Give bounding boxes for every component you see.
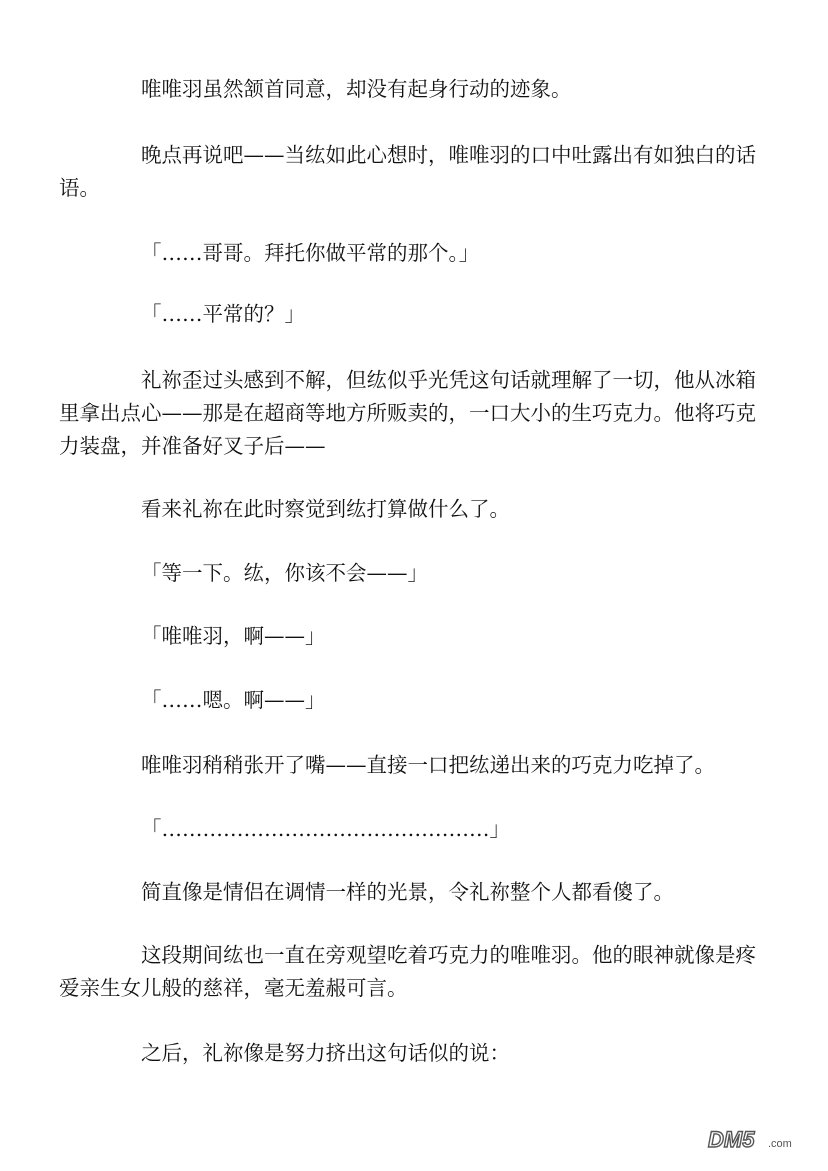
paragraph-2: 晚点再说吧——当纮如此心想时，唯唯羽的口中吐露出有如独白的话语。	[59, 143, 756, 200]
watermark-text: DM5	[708, 1127, 755, 1152]
paragraph-5: 唯唯羽稍稍张开了嘴——直接一口把纮递出来的巧克力吃掉了。	[141, 753, 715, 777]
dialogue-1: 「……哥哥。拜托你做平常的那个。」	[141, 241, 480, 265]
dialogue-2: 「……平常的？」	[141, 302, 305, 326]
paragraph-8: 之后，礼祢像是努力挤出这句话似的说：	[141, 1041, 510, 1065]
paragraph-3: 礼祢歪过头感到不解，但纮似乎光凭这句话就理解了一切，他从冰箱里拿出点心——那是在超商等地方所贩卖的，一口大小的生巧克力。他将巧克力装盘，并准备好叉子后——	[59, 368, 756, 458]
watermark-suffix: .com	[768, 1138, 792, 1150]
dialogue-3: 「等一下。纮，你该不会——」	[141, 561, 428, 585]
dm5-logo-icon	[706, 1125, 806, 1153]
dialogue-4: 「唯唯羽，啊——」	[141, 624, 326, 648]
dialogue-5: 「……嗯。啊——」	[141, 688, 326, 712]
paragraph-6: 简直像是情侣在调情一样的光景，令礼祢整个人都看傻了。	[141, 880, 674, 904]
watermark-logo	[706, 1125, 806, 1153]
paragraph-7: 这段期间纮也一直在旁观望吃着巧克力的唯唯羽。他的眼神就像是疼爱亲生女儿般的慈祥，毫无羞赧可言。	[59, 943, 756, 1000]
dialogue-6: 「…………………………………………」	[141, 817, 510, 841]
paragraph-4: 看来礼祢在此时察觉到纮打算做什么了。	[141, 497, 510, 521]
paragraph-1: 唯唯羽虽然颔首同意，却没有起身行动的迹象。	[141, 77, 572, 101]
